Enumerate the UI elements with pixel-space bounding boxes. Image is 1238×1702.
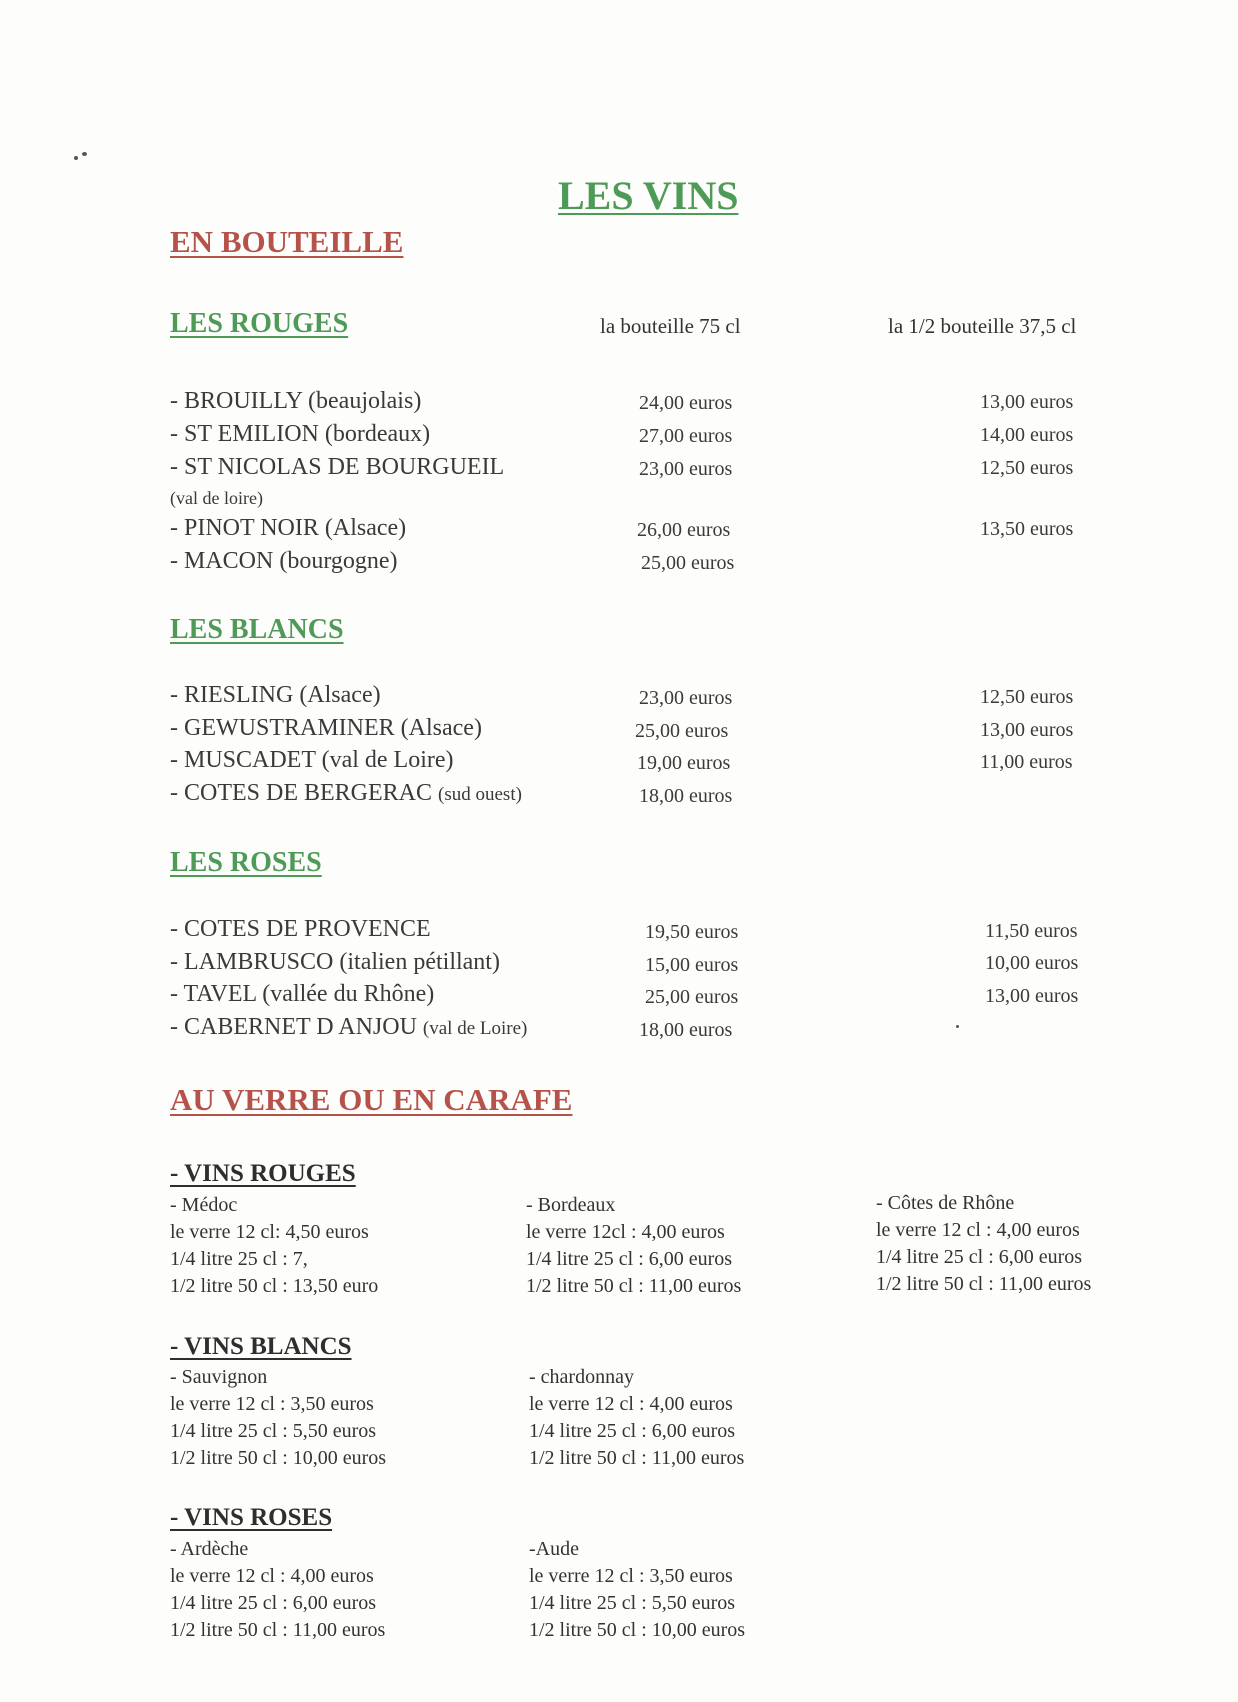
wine-name: - RIESLING (Alsace) [170,682,381,708]
glass-wine-name: - Médoc [170,1194,238,1216]
subsection-heading-roses: LES ROSES [170,847,322,878]
wine-name: - GEWUSTRAMINER (Alsace) [170,715,482,741]
glass-price-line: 1/4 litre 25 cl : 6,00 euros [526,1248,733,1270]
wine-region-note: (val de loire) [170,488,263,508]
half-bottle-price: 13,00 euros [985,985,1079,1007]
half-bottle-price: 13,50 euros [980,518,1074,540]
wine-name: - ST EMILION (bordeaux) [170,421,431,447]
glass-wine-name: - Bordeaux [526,1194,616,1216]
bottle-price: 15,00 euros [645,954,739,976]
glass-price-line: le verre 12 cl: 4,50 euros [170,1221,369,1243]
wine-name: - LAMBRUSCO (italien pétillant) [170,949,500,975]
glass-price-line: le verre 12 cl : 4,00 euros [876,1219,1080,1241]
half-bottle-price: 11,00 euros [980,751,1073,773]
glass-price-line: 1/4 litre 25 cl : 5,50 euros [529,1592,736,1614]
glass-price-line: 1/4 litre 25 cl : 6,00 euros [170,1592,377,1614]
bottle-price: 25,00 euros [645,986,739,1008]
scan-speck [956,1025,959,1028]
half-bottle-price: 10,00 euros [985,952,1079,974]
section-heading-glass: AU VERRE OU EN CARAFE [170,1082,573,1117]
page-title: LES VINS [558,173,739,218]
glass-wine-name: - Sauvignon [170,1366,268,1388]
wine-name-text: - CABERNET D ANJOU [170,1014,417,1040]
glass-price-line: 1/2 litre 50 cl : 13,50 euro [170,1275,379,1297]
bottle-price: 23,00 euros [639,687,733,709]
wine-name: - MACON (bourgogne) [170,548,398,574]
glass-price-line: 1/2 litre 50 cl : 11,00 euros [529,1447,745,1469]
glass-wine-name: - chardonnay [529,1366,634,1388]
subsection-heading-rouges: LES ROUGES [170,308,349,339]
wine-name [170,780,522,807]
half-bottle-price: 12,50 euros [980,457,1074,479]
bottle-price: 27,00 euros [639,425,733,447]
glass-wine-name: - Ardèche [170,1538,249,1560]
glass-price-line: 1/4 litre 25 cl : 5,50 euros [170,1420,377,1442]
wine-region-note: (sud ouest) [438,784,522,805]
bottle-price: 18,00 euros [639,785,733,807]
glass-wine-block [529,1536,745,1644]
bottle-price: 24,00 euros [639,392,733,414]
glass-price-line: le verre 12 cl : 3,50 euros [529,1565,733,1587]
glass-price-line: le verre 12 cl : 3,50 euros [170,1393,374,1415]
glass-price-line: 1/2 litre 50 cl : 10,00 euros [170,1447,387,1469]
glass-price-line: 1/2 litre 50 cl : 11,00 euros [526,1275,742,1297]
glass-heading-roses: - VINS ROSES [170,1504,333,1531]
section-heading-bottle: EN BOUTEILLE [170,224,404,259]
bottle-price: 18,00 euros [639,1019,733,1041]
glass-price-line: 1/4 litre 25 cl : 6,00 euros [876,1246,1083,1268]
column-header-bottle: la bouteille 75 cl [600,314,741,338]
glass-price-line: le verre 12cl : 4,00 euros [526,1221,725,1243]
wine-region-note: (val de Loire) [422,1018,528,1039]
glass-wine-name: - Côtes de Rhône [876,1192,1015,1214]
wine-name: - TAVEL (vallée du Rhône) [170,981,435,1007]
half-bottle-price: 13,00 euros [980,719,1074,741]
glass-heading-rouges: - VINS ROUGES [170,1160,356,1187]
glass-wine-block [170,1192,378,1300]
glass-wine-block [876,1190,1091,1298]
half-bottle-price: 14,00 euros [980,424,1074,446]
half-bottle-price: 12,50 euros [980,686,1074,708]
wine-name: - COTES DE PROVENCE [170,916,431,942]
glass-price-line: 1/4 litre 25 cl : 7, [170,1248,308,1270]
half-bottle-price: 13,00 euros [980,391,1074,413]
half-bottle-price: 11,50 euros [985,920,1078,942]
bottle-price: 19,50 euros [645,921,739,943]
wine-name-text: - COTES DE BERGERAC [170,780,433,806]
glass-price-line: le verre 12 cl : 4,00 euros [529,1393,733,1415]
glass-heading-blancs: - VINS BLANCS [170,1333,352,1360]
bottle-price: 25,00 euros [641,552,735,574]
glass-wine-name: -Aude [529,1538,579,1560]
bottle-price: 26,00 euros [637,519,731,541]
wine-name: - BROUILLY (beaujolais) [170,388,422,414]
bottle-price: 25,00 euros [635,720,729,742]
glass-price-line: 1/2 litre 50 cl : 11,00 euros [170,1619,386,1641]
column-header-half-bottle: la 1/2 bouteille 37,5 cl [888,314,1077,338]
wine-name: - ST NICOLAS DE BOURGUEIL [170,454,505,480]
bottle-price: 19,00 euros [637,752,731,774]
scan-speck [74,156,78,160]
subsection-heading-blancs: LES BLANCS [170,614,344,645]
bottle-price: 23,00 euros [639,458,733,480]
glass-price-line: le verre 12 cl : 4,00 euros [170,1565,374,1587]
glass-price-line: 1/2 litre 50 cl : 10,00 euros [529,1619,746,1641]
glass-wine-block [526,1192,741,1300]
glass-price-line: 1/4 litre 25 cl : 6,00 euros [529,1420,736,1442]
scan-speck [82,152,87,156]
wine-name: - PINOT NOIR (Alsace) [170,515,407,541]
wine-name [170,1014,527,1041]
wine-name: - MUSCADET (val de Loire) [170,747,454,773]
glass-wine-block [170,1536,385,1644]
glass-wine-block [529,1364,744,1472]
glass-wine-block [170,1364,386,1472]
glass-price-line: 1/2 litre 50 cl : 11,00 euros [876,1273,1092,1295]
